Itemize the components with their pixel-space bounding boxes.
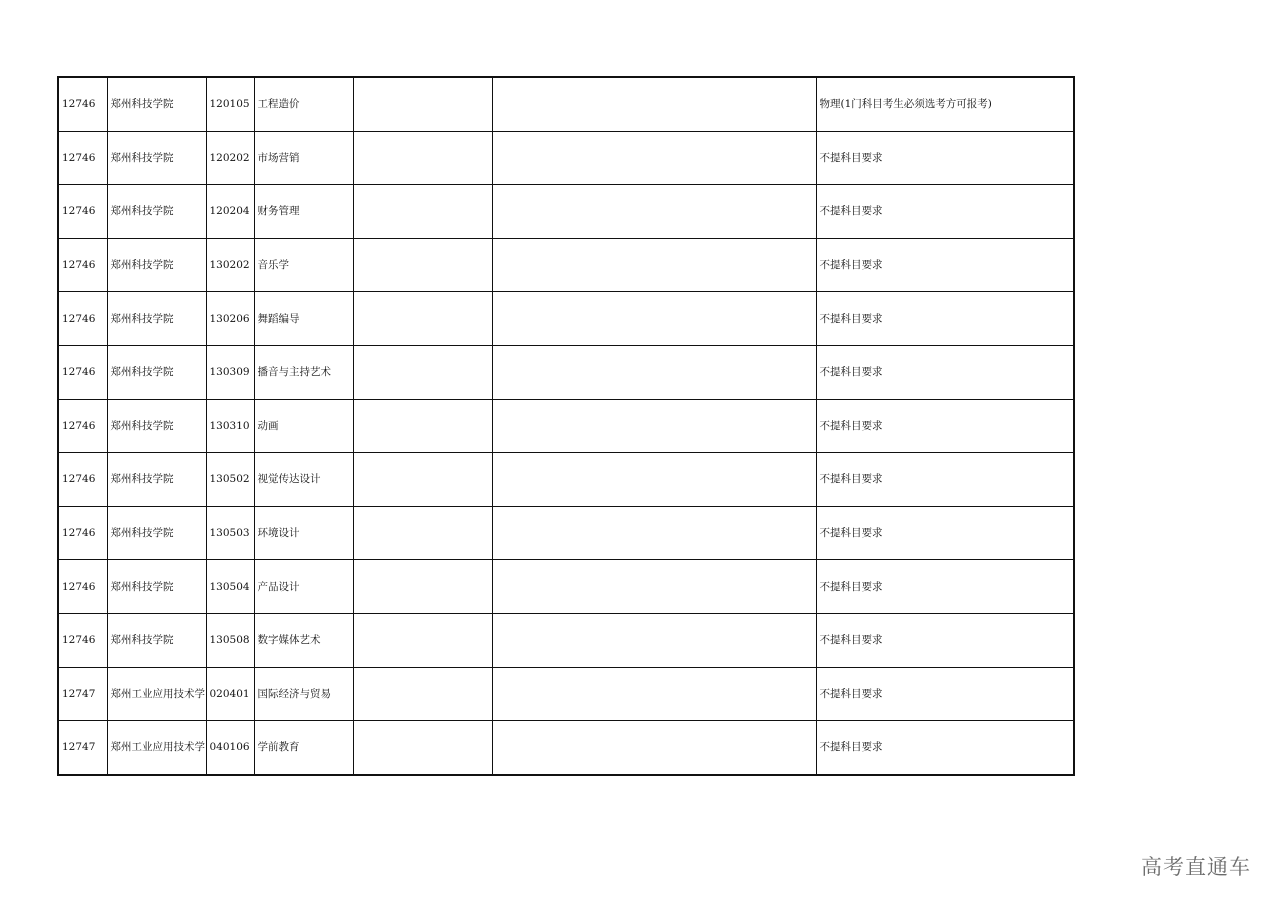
school-name-cell: 郑州科技学院 xyxy=(107,399,206,453)
school-code-cell: 12746 xyxy=(58,131,107,185)
table-row xyxy=(58,238,1074,292)
empty-cell xyxy=(353,506,492,560)
major-name-cell: 市场营销 xyxy=(254,131,353,185)
table-row xyxy=(58,292,1074,346)
major-code-cell: 020401 xyxy=(206,667,254,721)
major-code-cell: 120204 xyxy=(206,185,254,239)
school-code-cell: 12746 xyxy=(58,506,107,560)
watermark-text: 高考直通车 xyxy=(1141,855,1251,879)
major-name-cell: 舞蹈编导 xyxy=(254,292,353,346)
school-name-cell: 郑州科技学院 xyxy=(107,238,206,292)
major-code-cell: 130503 xyxy=(206,506,254,560)
school-code-cell: 12746 xyxy=(58,292,107,346)
major-name-cell: 动画 xyxy=(254,399,353,453)
subject-requirement-cell: 物理(1门科目考生必须选考方可报考) xyxy=(816,77,1074,131)
subject-requirement-cell: 不提科目要求 xyxy=(816,131,1074,185)
major-code-cell: 130504 xyxy=(206,560,254,614)
empty-cell xyxy=(353,345,492,399)
empty-cell xyxy=(492,613,816,667)
table-row xyxy=(58,667,1074,721)
table-row xyxy=(58,613,1074,667)
subject-requirement-cell: 不提科目要求 xyxy=(816,238,1074,292)
subject-requirement-cell: 不提科目要求 xyxy=(816,560,1074,614)
empty-cell xyxy=(353,721,492,775)
school-code-cell: 12746 xyxy=(58,399,107,453)
school-name-cell: 郑州科技学院 xyxy=(107,506,206,560)
school-name-cell: 郑州工业应用技术学 xyxy=(107,667,206,721)
major-code-cell: 120202 xyxy=(206,131,254,185)
major-name-cell: 工程造价 xyxy=(254,77,353,131)
table-row xyxy=(58,453,1074,507)
major-name-cell: 视觉传达设计 xyxy=(254,453,353,507)
empty-cell xyxy=(353,560,492,614)
school-name-cell: 郑州科技学院 xyxy=(107,345,206,399)
empty-cell xyxy=(492,721,816,775)
table-body xyxy=(58,77,1074,775)
school-name-cell: 郑州科技学院 xyxy=(107,560,206,614)
table-row xyxy=(58,721,1074,775)
subject-requirement-cell: 不提科目要求 xyxy=(816,399,1074,453)
major-code-cell: 130309 xyxy=(206,345,254,399)
empty-cell xyxy=(492,345,816,399)
major-code-cell: 130502 xyxy=(206,453,254,507)
major-name-cell: 播音与主持艺术 xyxy=(254,345,353,399)
school-name-cell: 郑州科技学院 xyxy=(107,77,206,131)
table-row xyxy=(58,131,1074,185)
empty-cell xyxy=(492,399,816,453)
empty-cell xyxy=(353,131,492,185)
subject-requirement-cell: 不提科目要求 xyxy=(816,185,1074,239)
major-name-cell: 音乐学 xyxy=(254,238,353,292)
table-row xyxy=(58,185,1074,239)
school-name-cell: 郑州工业应用技术学 xyxy=(107,721,206,775)
major-name-cell: 产品设计 xyxy=(254,560,353,614)
empty-cell xyxy=(353,399,492,453)
major-code-cell: 130310 xyxy=(206,399,254,453)
table-row xyxy=(58,506,1074,560)
subject-requirement-cell: 不提科目要求 xyxy=(816,292,1074,346)
empty-cell xyxy=(492,453,816,507)
empty-cell xyxy=(492,238,816,292)
empty-cell xyxy=(353,77,492,131)
major-name-cell: 数字媒体艺术 xyxy=(254,613,353,667)
subject-requirement-cell: 不提科目要求 xyxy=(816,667,1074,721)
empty-cell xyxy=(492,77,816,131)
major-name-cell: 国际经济与贸易 xyxy=(254,667,353,721)
major-code-cell: 040106 xyxy=(206,721,254,775)
empty-cell xyxy=(353,292,492,346)
empty-cell xyxy=(353,185,492,239)
school-code-cell: 12746 xyxy=(58,185,107,239)
empty-cell xyxy=(353,238,492,292)
subject-requirement-cell: 不提科目要求 xyxy=(816,453,1074,507)
subject-requirement-cell: 不提科目要求 xyxy=(816,506,1074,560)
subject-requirement-cell: 不提科目要求 xyxy=(816,613,1074,667)
empty-cell xyxy=(492,506,816,560)
major-code-cell: 130206 xyxy=(206,292,254,346)
school-code-cell: 12746 xyxy=(58,560,107,614)
school-code-cell: 12746 xyxy=(58,453,107,507)
major-code-cell: 120105 xyxy=(206,77,254,131)
empty-cell xyxy=(492,185,816,239)
school-code-cell: 12746 xyxy=(58,238,107,292)
school-code-cell: 12747 xyxy=(58,721,107,775)
major-code-cell: 130508 xyxy=(206,613,254,667)
empty-cell xyxy=(492,131,816,185)
school-code-cell: 12746 xyxy=(58,77,107,131)
major-code-cell: 130202 xyxy=(206,238,254,292)
table-row xyxy=(58,345,1074,399)
empty-cell xyxy=(353,453,492,507)
school-name-cell: 郑州科技学院 xyxy=(107,613,206,667)
major-name-cell: 财务管理 xyxy=(254,185,353,239)
empty-cell xyxy=(492,667,816,721)
table-row xyxy=(58,560,1074,614)
school-code-cell: 12747 xyxy=(58,667,107,721)
major-name-cell: 学前教育 xyxy=(254,721,353,775)
school-name-cell: 郑州科技学院 xyxy=(107,453,206,507)
subject-requirement-cell: 不提科目要求 xyxy=(816,345,1074,399)
empty-cell xyxy=(492,292,816,346)
table-row xyxy=(58,77,1074,131)
school-code-cell: 12746 xyxy=(58,345,107,399)
empty-cell xyxy=(492,560,816,614)
empty-cell xyxy=(353,667,492,721)
school-name-cell: 郑州科技学院 xyxy=(107,185,206,239)
major-name-cell: 环境设计 xyxy=(254,506,353,560)
subject-requirement-cell: 不提科目要求 xyxy=(816,721,1074,775)
table-row xyxy=(58,399,1074,453)
subject-requirements-table xyxy=(57,76,1075,776)
empty-cell xyxy=(353,613,492,667)
school-name-cell: 郑州科技学院 xyxy=(107,131,206,185)
school-code-cell: 12746 xyxy=(58,613,107,667)
school-name-cell: 郑州科技学院 xyxy=(107,292,206,346)
